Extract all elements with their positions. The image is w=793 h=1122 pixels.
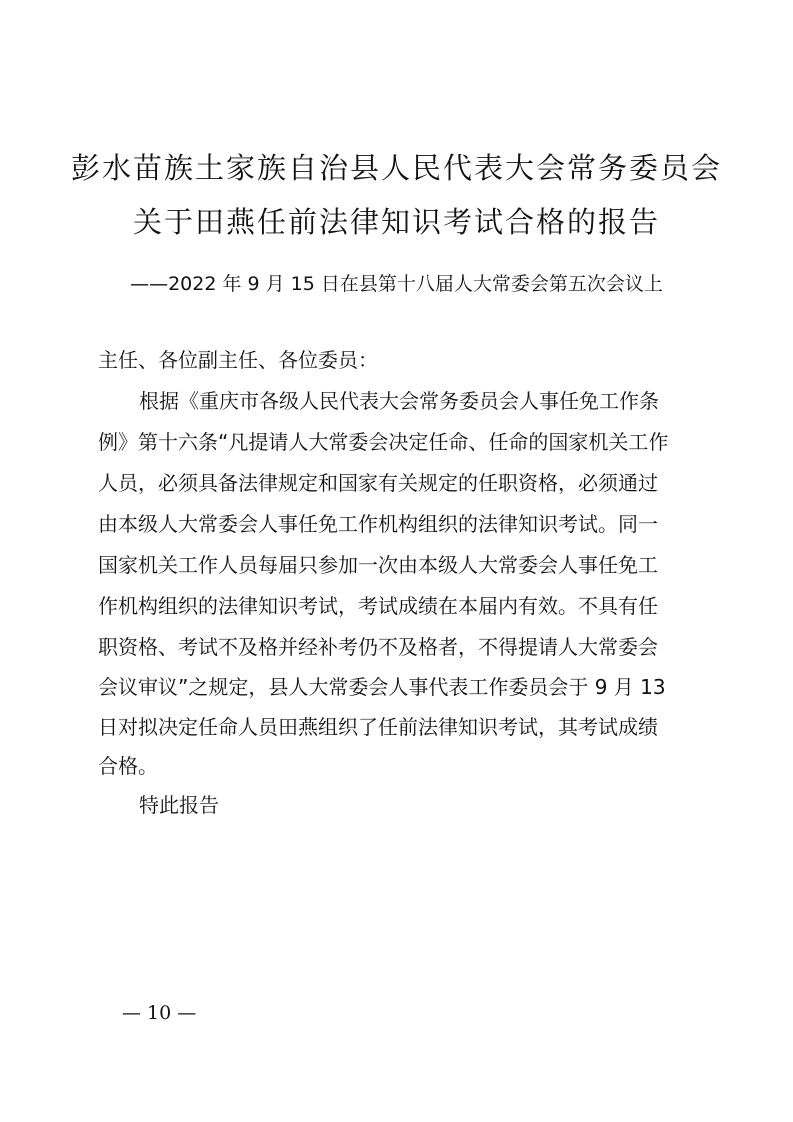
document-subtitle: ——2022 年 9 月 15 日在县第十八届人大常委会第五次会议上 [130,273,663,295]
salutation: 主任、各位副主任、各位委员： [98,348,378,372]
body-line-3: 人员，必须具备法律规定和国家有关规定的任职资格，必须通过 [98,471,658,495]
body-line-10: 合格。 [98,754,158,778]
body-line-8: 会议审议”之规定，县人大常委会人事代表工作委员会于 9 月 13 [98,675,666,699]
body-line-4: 由本级人大常委会人事任免工作机构组织的法律知识考试。同一 [98,512,658,536]
closing-text: 特此报告 [139,793,219,817]
body-line-2: 例》第十六条“凡提请人大常委会决定任命、任命的国家机关工作 [98,430,669,454]
document-title-line-1: 彭水苗族土家族自治县人民代表大会常务委员会 [70,151,722,185]
body-line-9: 日对拟决定任命人员田燕组织了任前法律知识考试，其考试成绩 [98,715,658,739]
page-number: — 10 — [122,1002,197,1024]
body-line-6: 作机构组织的法律知识考试，考试成绩在本届内有效。不具有任 [98,594,658,618]
body-line-1: 根据《重庆市各级人民代表大会常务委员会人事任免工作条 [139,389,659,413]
body-line-5: 国家机关工作人员每届只参加一次由本级人大常委会人事任免工 [98,553,658,577]
document-title-line-2: 关于田燕任前法律知识考试合格的报告 [132,205,660,239]
body-line-7: 职资格、考试不及格并经补考仍不及格者，不得提请人大常委会 [98,635,658,659]
